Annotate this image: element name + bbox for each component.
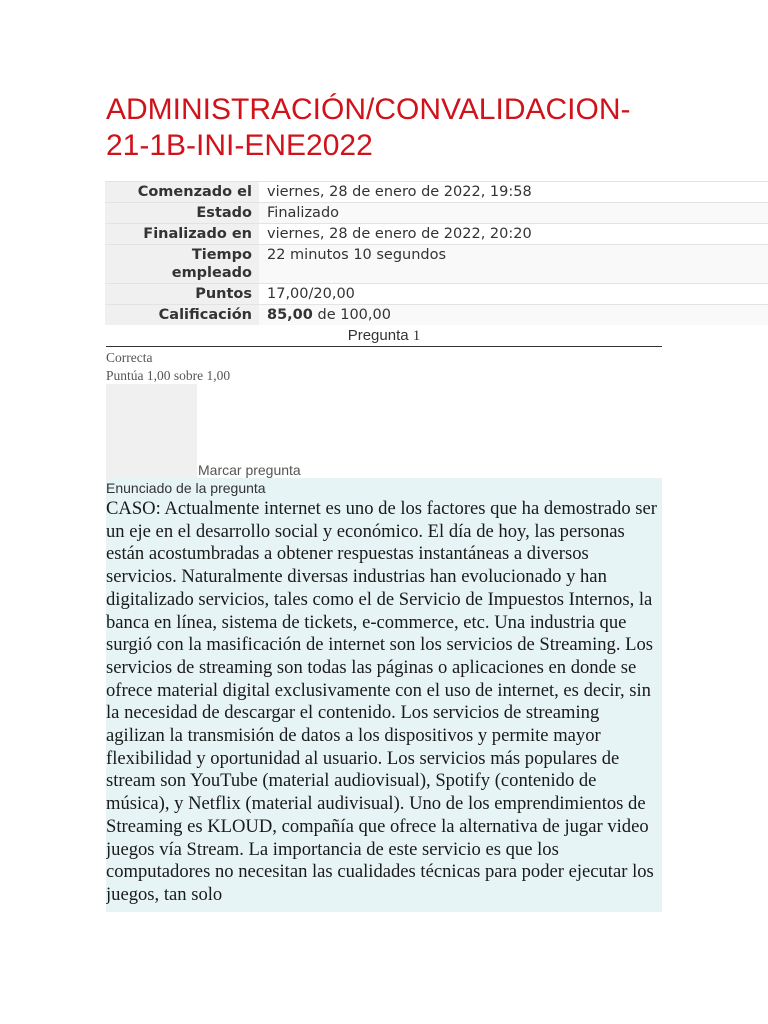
- question-number: 1: [412, 328, 421, 344]
- summary-label: Comenzado el: [105, 182, 259, 203]
- question-label: Pregunta: [347, 327, 409, 344]
- question-content-label: Enunciado de la pregunta: [106, 480, 266, 496]
- summary-value: 17,00/20,00: [259, 284, 768, 305]
- summary-row-grade: [105, 305, 768, 326]
- summary-row-finished: [105, 224, 768, 245]
- summary-value: [259, 305, 768, 326]
- question-content: [106, 478, 662, 912]
- summary-value: 22 minutos 10 segundos: [259, 245, 768, 284]
- summary-label: Estado: [105, 203, 259, 224]
- question-header: [106, 326, 662, 347]
- summary-row-time-taken: [105, 245, 768, 284]
- summary-row-marks: [105, 284, 768, 305]
- grade-max: de 100,00: [312, 307, 391, 323]
- attempt-summary-table: [105, 181, 768, 325]
- grade-value: 85,00: [267, 307, 313, 323]
- summary-label: Finalizado en: [105, 224, 259, 245]
- question-grade: Puntúa 1,00 sobre 1,00: [106, 368, 231, 383]
- summary-row-state: [105, 203, 768, 224]
- summary-value: viernes, 28 de enero de 2022, 20:20: [259, 224, 768, 245]
- summary-label: Tiempo empleado: [105, 245, 259, 284]
- page-title: ADMINISTRACIÓN/CONVALIDACION-21-1B-INI-ENE2022: [106, 93, 631, 162]
- question-info-box: [106, 384, 197, 478]
- summary-label: Puntos: [105, 284, 259, 305]
- summary-value: viernes, 28 de enero de 2022, 19:58: [259, 182, 768, 203]
- summary-label: Calificación: [105, 305, 259, 326]
- flag-question-link[interactable]: Marcar pregunta: [198, 462, 301, 478]
- question-text: CASO: Actualmente internet es uno de los factores que ha demostrado ser un eje en el desarrollo social y económico. El día de hoy, las personas están acostumbradas a obtener respuestas instantáneas a diversos servicios. Naturalmente diversas industrias han evolucionado y han digitalizado servicios, tales como el de Servicio de Impuestos Internos, la banca en línea, sistema de tickets, e-commerce, etc. Una industria que surgió con la masificación de internet son los servicios de Streaming. Los servicios de streaming son todas las páginas o aplicaciones en donde se ofrece material digital exclusivamente con el uso de internet, es decir, sin la necesidad de descargar el contenido. Los servicios de streaming agilizan la transmisión de datos a los dispositivos y permite mayor flexibilidad y oportunidad al usuario. Los servicios más populares de stream son YouTube (material audiovisual), Spotify (contenido de música), y Netflix (material audivisual). Uno de los emprendimientos de Streaming es KLOUD, compañía que ofrece la alternativa de jugar video juegos vía Stream. La importancia de este servicio es que los computadores no necesitan las cualidades técnicas para poder ejecutar los juegos, tan solo: [106, 498, 657, 905]
- question-state: Correcta: [106, 350, 153, 365]
- summary-row-started: [105, 182, 768, 203]
- summary-value: Finalizado: [259, 203, 768, 224]
